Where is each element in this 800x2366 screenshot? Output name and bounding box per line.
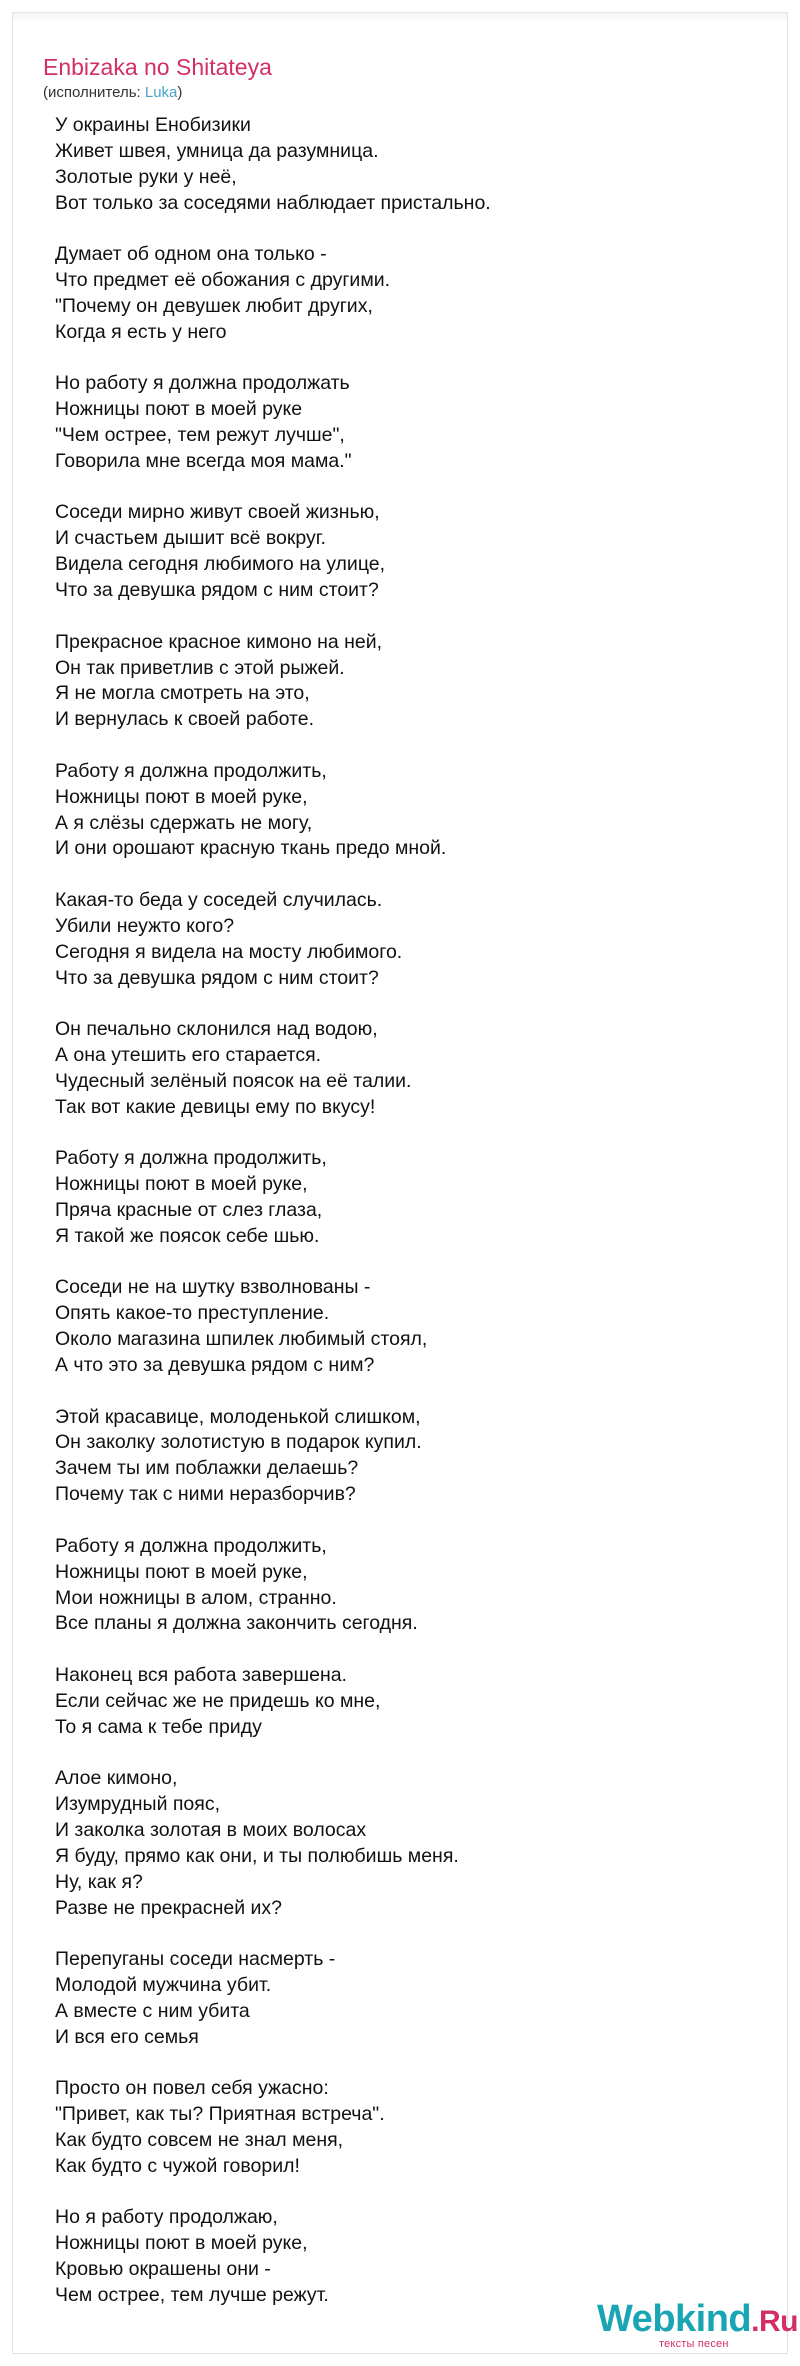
lyrics-line: Прекрасное красное кимоно на ней,: [55, 630, 383, 653]
lyrics-line: Работу я должна продолжить,: [55, 1147, 327, 1170]
lyrics-line: Изумрудный пояс,: [55, 1793, 221, 1816]
lyrics-line: И они орошают красную ткань предо мной.: [55, 837, 447, 860]
lyrics-line: Что предмет её обожания с другими.: [55, 269, 391, 292]
lyrics-stanza: [55, 759, 745, 863]
lyrics-line: Почему так с ними неразборчив?: [55, 1483, 356, 1506]
artist-prefix: (исполнитель:: [43, 84, 145, 101]
lyrics-line: У окраины Енобизики: [55, 114, 251, 136]
artist-line: [43, 83, 182, 103]
lyrics-stanza: [55, 1663, 745, 1741]
lyrics-line: Просто он повел себя ужасно:: [55, 2077, 329, 2100]
lyrics-stanza: [55, 1405, 745, 1509]
lyrics-line: Чем острее, тем лучше режут.: [55, 2284, 329, 2307]
lyrics-stanza: [55, 888, 745, 992]
lyrics-line: Он так приветлив с этой рыжей.: [55, 656, 345, 679]
lyrics-line: Я не могла смотреть на это,: [55, 682, 310, 705]
lyrics-line: То я сама к тебе приду: [55, 1715, 262, 1738]
lyrics-line: Разве не прекрасней их?: [55, 1896, 282, 1919]
lyrics-line: Так вот какие девицы ему по вкусу!: [55, 1095, 376, 1118]
artist-link[interactable]: Luka: [144, 84, 178, 101]
lyrics-line: Я буду, прямо как они, и ты полюбишь меня.: [55, 1844, 459, 1867]
lyrics-line: А вместе с ним убита: [55, 1999, 250, 2022]
lyrics-line: Но я работу продолжаю,: [55, 2206, 278, 2229]
lyrics-line: Около магазина шпилек любимый стоял,: [55, 1328, 428, 1351]
lyrics-line: Чудесный зелёный поясок на её талии.: [55, 1069, 412, 1092]
lyrics-line: Какая-то беда у соседей случилась.: [55, 888, 383, 911]
lyrics-line: Сегодня я видела на мосту любимого.: [55, 940, 403, 963]
lyrics-line: Пряча красные от слез глаза,: [55, 1199, 323, 1222]
lyrics-line: Как будто совсем не знал меня,: [55, 2129, 344, 2152]
lyrics-line: Я такой же поясок себе шью.: [55, 1224, 320, 1247]
webkind-logo[interactable]: [597, 2297, 798, 2353]
lyrics-line: Алое кимоно,: [55, 1767, 178, 1790]
lyrics-line: Вот только за соседями наблюдает пристально.: [55, 191, 491, 214]
lyrics-line: Но работу я должна продолжать: [55, 372, 350, 395]
lyrics-line: Убили неужто кого?: [55, 914, 235, 937]
lyrics-stanza: [55, 1275, 745, 1379]
lyrics-line: Видела сегодня любимого на улице,: [55, 553, 386, 576]
lyrics-stanza: [55, 1534, 745, 1638]
lyrics-line: Что за девушка рядом с ним стоит?: [55, 966, 379, 989]
logo-tagline: тексты песен: [659, 2338, 729, 2350]
lyrics-line: "Почему он девушек любит других,: [55, 294, 373, 317]
logo-main-text: Webkind: [597, 2298, 752, 2340]
lyrics-line: Этой красавице, молоденькой слишком,: [55, 1405, 421, 1428]
lyrics-body: [55, 113, 745, 2335]
lyrics-line: Соседи не на шутку взволнованы -: [55, 1276, 371, 1299]
lyrics-line: Перепуганы соседи насмерть -: [55, 1948, 336, 1971]
lyrics-line: "Привет, как ты? Приятная встреча".: [55, 2103, 385, 2126]
lyrics-page: [12, 12, 798, 2354]
song-title: Enbizaka no Shitateya: [43, 54, 272, 80]
logo-tld-text: .Ru: [751, 2305, 798, 2338]
lyrics-stanza: [55, 242, 745, 346]
lyrics-line: Ножницы поют в моей руке,: [55, 2232, 308, 2255]
lyrics-line: Ножницы поют в моей руке,: [55, 1560, 308, 1583]
lyrics-line: Работу я должна продолжить,: [55, 1534, 327, 1557]
lyrics-line: Соседи мирно живут своей жизнью,: [55, 501, 380, 524]
lyrics-line: Ножницы поют в моей руке,: [55, 785, 308, 808]
lyrics-line: Ножницы поют в моей руке,: [55, 1173, 308, 1196]
lyrics-line: Наконец вся работа завершена.: [55, 1663, 347, 1686]
lyrics-line: Опять какое-то преступление.: [55, 1302, 330, 1325]
lyrics-line: Как будто с чужой говорил!: [55, 2154, 300, 2177]
lyrics-stanza: [55, 2205, 745, 2309]
lyrics-line: Молодой мужчина убит.: [55, 1973, 272, 1996]
lyrics-line: А я слёзы сдержать не могу,: [55, 811, 313, 834]
lyrics-line: "Чем острее, тем режут лучше",: [55, 424, 345, 447]
lyrics-line: Зачем ты им поблажки делаешь?: [55, 1457, 359, 1480]
lyrics-line: Думает об одном она только -: [55, 243, 327, 266]
lyrics-line: Работу я должна продолжить,: [55, 759, 327, 782]
lyrics-line: Что за девушка рядом с ним стоит?: [55, 579, 379, 602]
lyrics-stanza: [55, 2076, 745, 2180]
lyrics-line: Золотые руки у неё,: [55, 165, 237, 188]
lyrics-line: Ну, как я?: [55, 1870, 143, 1893]
lyrics-line: И счастьем дышит всё вокруг.: [55, 527, 326, 550]
lyrics-stanza: [55, 1146, 745, 1250]
lyrics-line: Говорила мне всегда моя мама.": [55, 449, 352, 472]
lyrics-line: Все планы я должна закончить сегодня.: [55, 1612, 418, 1635]
lyrics-stanza: [55, 1766, 745, 1921]
lyrics-line: Ножницы поют в моей руке: [55, 398, 303, 421]
top-shadow: [13, 13, 787, 23]
lyrics-line: Он заколку золотистую в подарок купил.: [55, 1431, 422, 1454]
lyrics-line: Мои ножницы в алом, странно.: [55, 1586, 337, 1609]
lyrics-line: И заколка золотая в моих волосах: [55, 1818, 367, 1841]
lyrics-stanza: [55, 371, 745, 475]
lyrics-line: И вернулась к своей работе.: [55, 708, 314, 731]
lyrics-line: А она утешить его старается.: [55, 1043, 322, 1066]
lyrics-stanza: [55, 113, 745, 217]
lyrics-line: Кровью окрашены они -: [55, 2258, 271, 2281]
lyrics-line: Если сейчас же не придешь ко мне,: [55, 1689, 381, 1712]
lyrics-stanza: [55, 500, 745, 604]
lyrics-line: И вся его семья: [55, 2025, 199, 2048]
lyrics-line: Живет швея, умница да разумница.: [55, 139, 379, 162]
artist-suffix: ): [177, 84, 183, 101]
lyrics-stanza: [55, 630, 745, 734]
lyrics-line: А что это за девушка рядом с ним?: [55, 1354, 375, 1377]
lyrics-stanza: [55, 1017, 745, 1121]
lyrics-line: Когда я есть у него: [55, 320, 227, 343]
lyrics-stanza: [55, 1947, 745, 2051]
lyrics-line: Он печально склонился над водою,: [55, 1018, 378, 1041]
